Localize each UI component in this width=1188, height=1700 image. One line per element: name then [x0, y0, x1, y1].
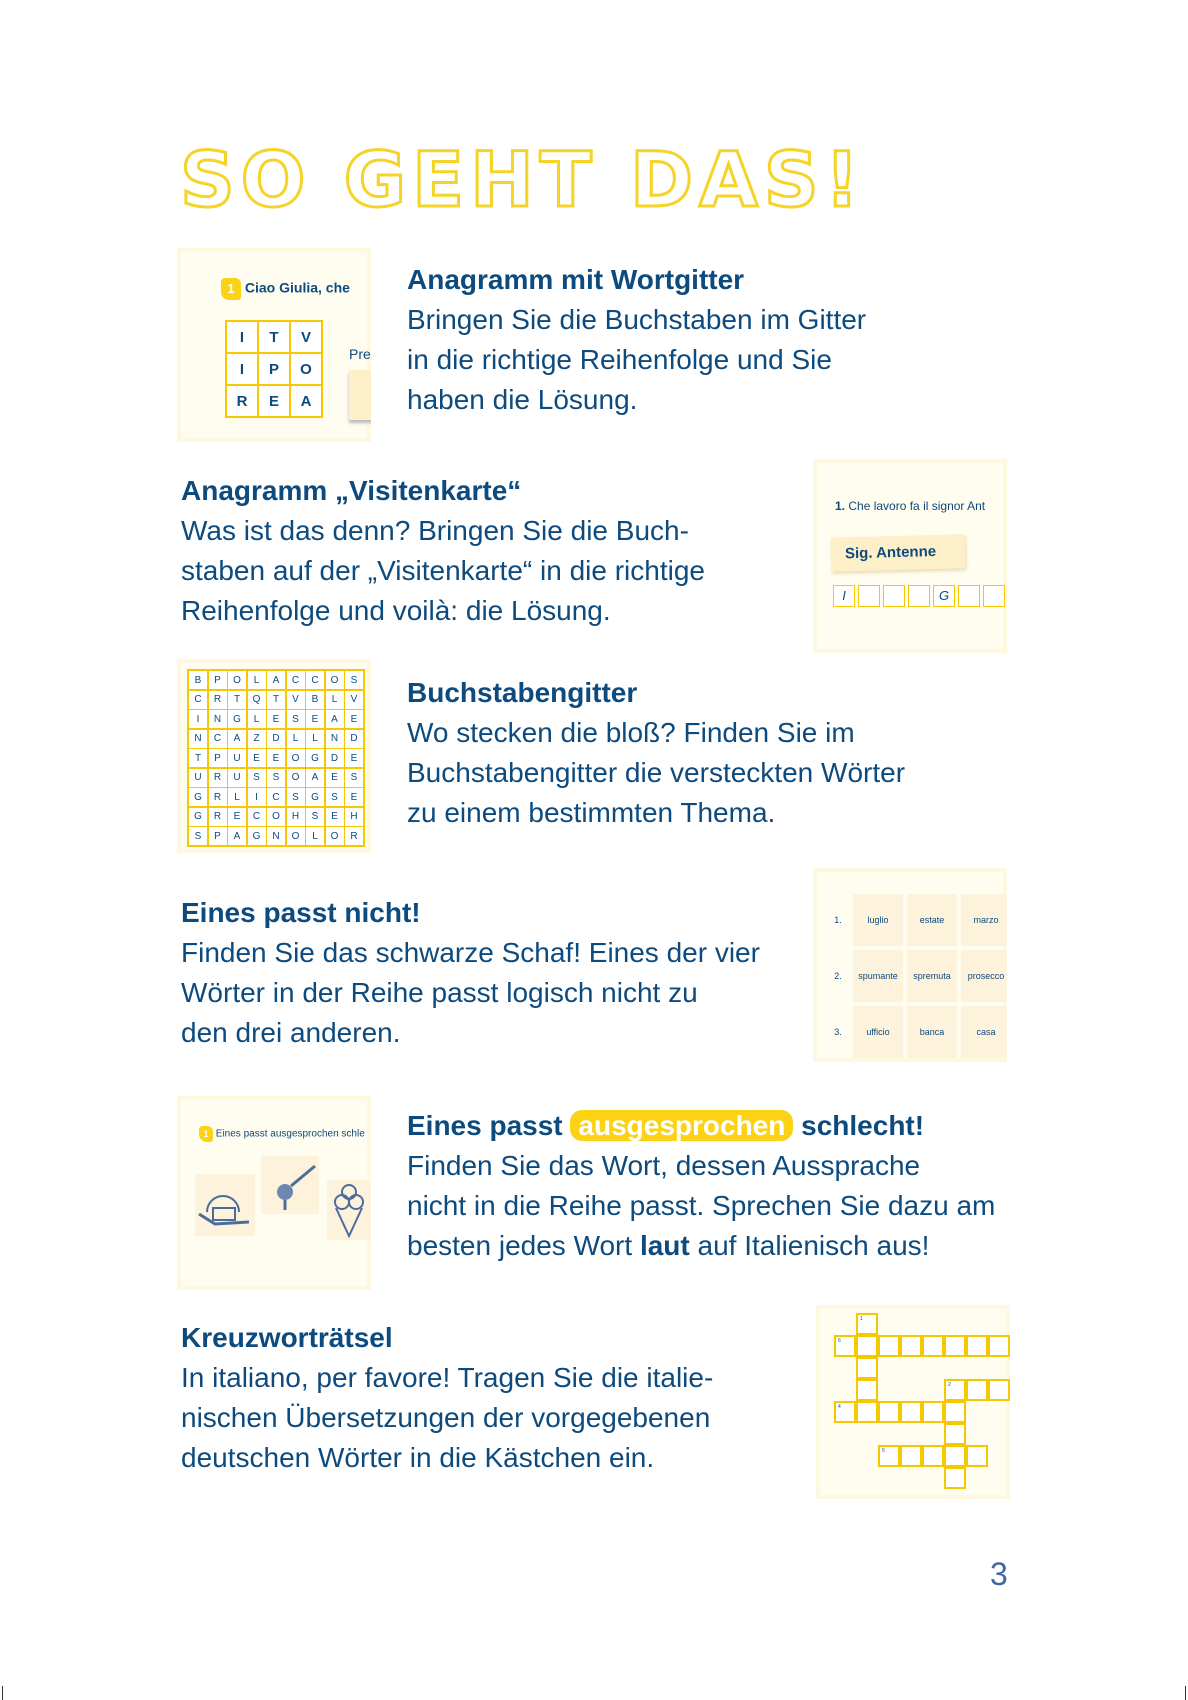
- crossword-clue-number: 1: [860, 1316, 863, 1322]
- word-search-cell: C: [209, 730, 227, 748]
- question-number: 1.: [835, 499, 846, 513]
- word-search-cell: T: [267, 691, 285, 709]
- word-search-cell: B: [306, 691, 324, 709]
- page-number: 3: [990, 1556, 1008, 1592]
- word-search-cell: O: [326, 671, 344, 689]
- word-search-cell: G: [248, 827, 266, 845]
- crossword-cell: [922, 1401, 944, 1423]
- word-search-cell: D: [326, 749, 344, 767]
- highlight-badge: ausgesprochen: [570, 1110, 793, 1141]
- word-search-cell: A: [306, 769, 324, 787]
- word-search-cell: L: [248, 671, 266, 689]
- word-search-cell: E: [228, 808, 246, 826]
- word-search-cell: H: [287, 808, 305, 826]
- crossword-cell: [856, 1379, 878, 1401]
- section-body-line: In italiano, per favore! Tragen Sie die italie-: [181, 1362, 714, 1393]
- word-search-cell: E: [267, 710, 285, 728]
- word-search-cell: C: [306, 671, 324, 689]
- crossword-cell: [878, 1335, 900, 1357]
- word-search-cell: C: [267, 788, 285, 806]
- anagram-grid-thumbnail: [177, 248, 371, 442]
- crossword-cell: [834, 1335, 856, 1357]
- answer-prompt: Pre: [349, 346, 371, 362]
- word-search-cell: O: [326, 827, 344, 845]
- word-search-thumbnail: [177, 659, 371, 853]
- crossword-cell: [922, 1335, 944, 1357]
- section-body-line: Was ist das denn? Bringen Sie die Buch-: [181, 515, 689, 546]
- exercise-heading: Eines passt ausgesprochen schle: [215, 1128, 365, 1140]
- crossword-clue-number: 2: [948, 1382, 951, 1388]
- section-word-search: [407, 673, 905, 833]
- word-search-cell: V: [345, 691, 363, 709]
- section-body-line: nicht in die Reihe passt. Sprechen Sie dazu am: [407, 1190, 996, 1221]
- crossword-cell: [988, 1379, 1010, 1401]
- word-search-cell: G: [306, 788, 324, 806]
- word-search-cell: T: [189, 749, 207, 767]
- word-search-cell: S: [287, 710, 305, 728]
- word-search-cell: L: [228, 788, 246, 806]
- word-search-cell: C: [189, 691, 207, 709]
- whisk-icon: [261, 1156, 319, 1214]
- section-body-line: Wo stecken die bloß? Finden Sie im: [407, 717, 855, 748]
- word-search-cell: B: [189, 671, 207, 689]
- exercise-heading: Ciao Giulia, che: [244, 279, 350, 296]
- word-search-cell: T: [228, 691, 246, 709]
- word-search-cell: C: [248, 808, 266, 826]
- section-pronunciation: [407, 1106, 995, 1266]
- section-body-line: den drei anderen.: [181, 1017, 401, 1048]
- word-search-cell: E: [345, 749, 363, 767]
- word-search-cell: L: [306, 730, 324, 748]
- word-search-cell: G: [189, 788, 207, 806]
- crossword-cell: [878, 1401, 900, 1423]
- word-search-cell: A: [228, 827, 246, 845]
- section-body-line: deutschen Wörter in die Kästchen ein.: [181, 1442, 655, 1473]
- crossword-cell: [856, 1357, 878, 1379]
- word-search-cell: S: [267, 769, 285, 787]
- word-search-cell: Q: [248, 691, 266, 709]
- answer-box: [349, 370, 371, 420]
- section-title: Buchstabengitter: [407, 677, 638, 708]
- pronunciation-thumbnail: [177, 1096, 371, 1290]
- section-body-line: Finden Sie das Wort, dessen Aussprache: [407, 1150, 921, 1181]
- word-search-cell: P: [209, 671, 227, 689]
- word-search-cell: O: [287, 827, 305, 845]
- crop-mark: [1185, 1686, 1186, 1700]
- section-body-line: Bringen Sie die Buchstaben im Gitter: [407, 304, 867, 335]
- word-search-cell: C: [287, 671, 305, 689]
- word-search-cell: S: [345, 671, 363, 689]
- odd-one-out-table: 1. luglio estate marzo 2. spumante spremuta prosecco 3. ufficio banca casa: [827, 894, 1007, 1058]
- word-search-cell: L: [326, 691, 344, 709]
- word-search-cell: R: [209, 769, 227, 787]
- word-search-cell: S: [248, 769, 266, 787]
- word-search-cell: I: [189, 710, 207, 728]
- section-title: Eines passt ausgesprochen schlecht!: [407, 1110, 925, 1141]
- word-search-cell: S: [189, 827, 207, 845]
- word-search-cell: U: [228, 769, 246, 787]
- word-search-cell: D: [267, 730, 285, 748]
- exercise-number-badge: 1: [199, 1126, 213, 1142]
- section-title: Anagramm mit Wortgitter: [407, 264, 745, 295]
- ice-cream-icon: [327, 1180, 371, 1240]
- word-search-cell: N: [189, 730, 207, 748]
- word-search-cell: L: [287, 730, 305, 748]
- word-search-cell: G: [228, 710, 246, 728]
- crossword-cell: [856, 1335, 878, 1357]
- crossword-cell: [944, 1401, 966, 1423]
- word-search-cell: G: [189, 808, 207, 826]
- crossword-cell: [900, 1401, 922, 1423]
- exercise-number-badge: 1: [221, 278, 241, 300]
- word-search-cell: A: [326, 710, 344, 728]
- section-body-line: Reihenfolge und voilà: die Lösung.: [181, 595, 611, 626]
- business-card-thumbnail: [813, 459, 1007, 653]
- word-search-cell: S: [345, 769, 363, 787]
- crossword-cell: [966, 1379, 988, 1401]
- crossword-cell: [944, 1335, 966, 1357]
- section-body-line: in die richtige Reihenfolge und Sie: [407, 344, 832, 375]
- word-search-cell: A: [267, 671, 285, 689]
- word-search-cell: N: [326, 730, 344, 748]
- crossword-cell: [966, 1445, 988, 1467]
- crop-mark: [2, 1686, 3, 1700]
- word-search-cell: E: [326, 769, 344, 787]
- word-search-cell: P: [209, 827, 227, 845]
- crossword-cell: [966, 1335, 988, 1357]
- crossword-cell: [900, 1445, 922, 1467]
- crossword-cell: [944, 1423, 966, 1445]
- odd-one-out-thumbnail: [813, 868, 1007, 1062]
- word-search-cell: E: [306, 710, 324, 728]
- word-search-cell: N: [267, 827, 285, 845]
- word-search-cell: V: [287, 691, 305, 709]
- anagram-letter-grid: I T V I P O R E A: [225, 320, 323, 418]
- section-title: Kreuzworträtsel: [181, 1322, 393, 1353]
- word-search-cell: R: [209, 788, 227, 806]
- crossword-cell: [856, 1313, 878, 1335]
- word-search-cell: P: [209, 749, 227, 767]
- word-search-cell: E: [345, 710, 363, 728]
- word-search-cell: A: [228, 730, 246, 748]
- crossword-cell: [834, 1401, 856, 1423]
- section-body-line: staben auf der „Visitenkarte“ in die richtige: [181, 555, 705, 586]
- crossword-clue-number: 6: [838, 1338, 841, 1344]
- word-search-cell: S: [306, 808, 324, 826]
- scooter-icon: [195, 1174, 255, 1236]
- business-card: Sig. Antenne: [831, 534, 966, 571]
- word-search-cell: D: [345, 730, 363, 748]
- word-search-cell: L: [248, 710, 266, 728]
- word-search-cell: O: [228, 671, 246, 689]
- word-search-cell: G: [306, 749, 324, 767]
- section-odd-one-out: [181, 893, 760, 1053]
- word-search-cell: O: [287, 769, 305, 787]
- word-search-cell: N: [209, 710, 227, 728]
- section-body-line: nischen Übersetzungen der vorgegebenen: [181, 1402, 711, 1433]
- section-body-line: besten jedes Wort laut auf Italienisch aus!: [407, 1230, 930, 1261]
- crossword-cell: [944, 1379, 966, 1401]
- word-search-cell: E: [326, 808, 344, 826]
- crossword-cell: [900, 1335, 922, 1357]
- crossword-cell: [944, 1467, 966, 1489]
- word-search-cell: Z: [248, 730, 266, 748]
- crossword-cell: [922, 1445, 944, 1467]
- word-search-cell: O: [287, 749, 305, 767]
- question-text: Che lavoro fa il signor Ant: [848, 499, 986, 513]
- crossword-thumbnail: [816, 1305, 1010, 1499]
- crossword-clue-number: 5: [882, 1448, 885, 1454]
- word-search-cell: E: [248, 749, 266, 767]
- word-search-cell: O: [267, 808, 285, 826]
- section-body-line: zu einem bestimmten Thema.: [407, 797, 776, 828]
- word-search-cell: I: [248, 788, 266, 806]
- word-search-cell: E: [345, 788, 363, 806]
- section-business-card: [181, 471, 705, 631]
- crossword-cell: [944, 1445, 966, 1467]
- section-anagram-grid: [407, 260, 866, 420]
- section-title: Eines passt nicht!: [181, 897, 421, 928]
- crossword-cell: [856, 1401, 878, 1423]
- crossword-cell: [988, 1335, 1010, 1357]
- section-crossword: [181, 1318, 713, 1478]
- word-search-cell: U: [189, 769, 207, 787]
- word-search-grid: [187, 669, 365, 847]
- word-search-cell: R: [345, 827, 363, 845]
- section-body-line: Wörter in der Reihe passt logisch nicht zu: [181, 977, 698, 1008]
- section-body-line: haben die Lösung.: [407, 384, 638, 415]
- word-search-cell: U: [228, 749, 246, 767]
- word-search-cell: E: [267, 749, 285, 767]
- section-body-line: Finden Sie das schwarze Schaf! Eines der vier: [181, 937, 760, 968]
- section-body-line: Buchstabengitter die versteckten Wörter: [407, 757, 906, 788]
- page-title: SO GEHT DAS!: [180, 135, 866, 224]
- word-search-cell: R: [209, 691, 227, 709]
- crossword-cell: [878, 1445, 900, 1467]
- word-search-cell: S: [326, 788, 344, 806]
- word-search-cell: S: [287, 788, 305, 806]
- word-search-cell: R: [209, 808, 227, 826]
- word-search-cell: L: [306, 827, 324, 845]
- section-title: Anagramm „Visitenkarte“: [181, 475, 522, 506]
- answer-boxes: I G: [833, 585, 1005, 607]
- word-search-cell: H: [345, 808, 363, 826]
- crossword-clue-number: 4: [838, 1404, 841, 1410]
